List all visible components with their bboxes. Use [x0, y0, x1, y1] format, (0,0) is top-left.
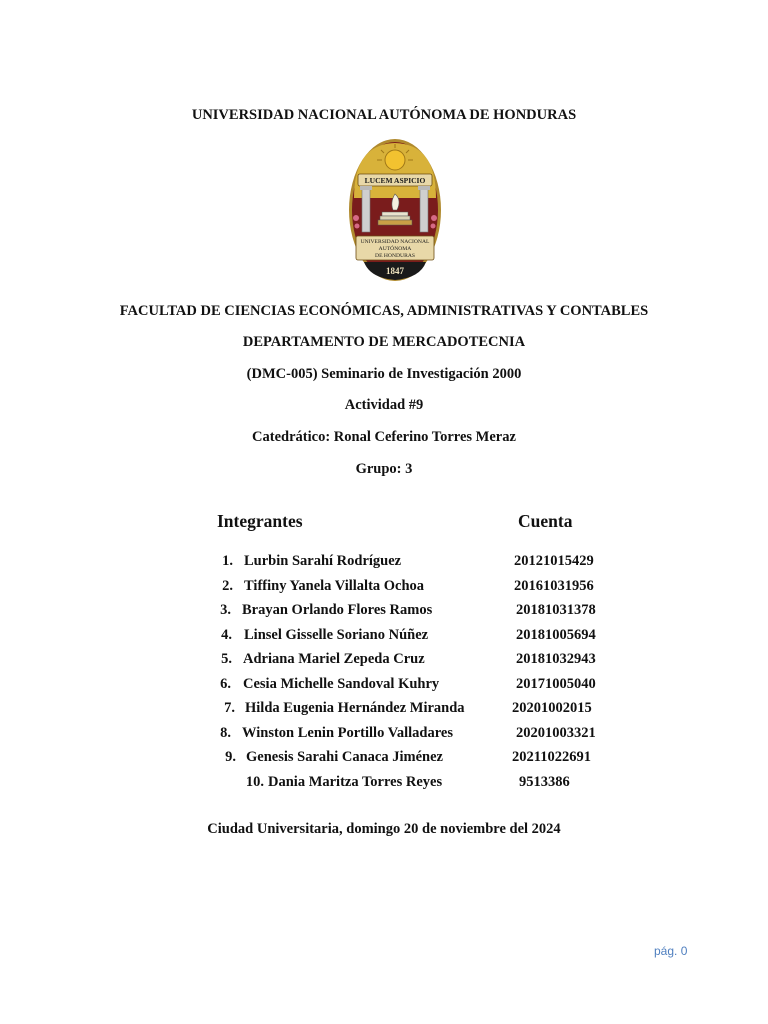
members-column-header: Integrantes — [217, 511, 303, 531]
member-number: 7. — [224, 700, 235, 716]
member-row — [0, 651, 768, 671]
university-seal — [348, 138, 442, 282]
member-row — [0, 700, 768, 720]
member-name: Lurbin Sarahí Rodríguez — [244, 553, 402, 569]
member-name: Cesia Michelle Sandoval Kuhry — [243, 676, 440, 692]
seal-graphic — [348, 138, 442, 282]
member-row — [0, 725, 768, 745]
group-line: Grupo: 3 — [355, 461, 413, 477]
member-account: 20121015429 — [514, 553, 594, 569]
member-name: Hilda Eugenia Hernández Miranda — [245, 700, 465, 716]
member-name: Genesis Sarahi Canaca Jiménez — [246, 749, 443, 765]
member-account: 9513386 — [519, 774, 570, 790]
member-row — [0, 774, 768, 794]
course-title: (DMC-005) Seminario de Investigación 2000 — [246, 366, 522, 382]
page-number: pág. 0 — [654, 944, 688, 958]
member-number: 6. — [220, 676, 231, 692]
member-number: 9. — [225, 749, 236, 765]
member-number: 8. — [220, 725, 231, 741]
seal-name-line-1: UNIVERSIDAD NACIONAL — [360, 239, 430, 245]
member-account: 20201003321 — [516, 725, 596, 741]
faculty-title: FACULTAD DE CIENCIAS ECONÓMICAS, ADMINISTRATIVAS Y CONTABLES — [119, 303, 649, 319]
member-name: Brayan Orlando Flores Ramos — [242, 602, 433, 618]
member-row — [0, 553, 768, 573]
seal-name-line-2: AUTÓNOMA — [378, 246, 412, 252]
department-title: DEPARTAMENTO DE MERCADOTECNIA — [242, 334, 526, 350]
member-row — [0, 627, 768, 647]
member-name: Winston Lenin Portillo Valladares — [242, 725, 453, 741]
seal-year: 1847 — [386, 266, 404, 276]
member-account: 20181031378 — [516, 602, 596, 618]
member-name: Tiffiny Yanela Villalta Ochoa — [244, 578, 425, 594]
member-number: 2. — [222, 578, 233, 594]
member-account: 20181032943 — [516, 651, 596, 667]
professor-line: Catedrático: Ronal Ceferino Torres Meraz — [252, 429, 516, 445]
member-name: Adriana Mariel Zepeda Cruz — [243, 651, 425, 667]
member-row — [0, 602, 768, 622]
member-name: Linsel Gisselle Soriano Núñez — [244, 627, 429, 643]
member-number: 1. — [222, 553, 233, 569]
member-account: 20201002015 — [512, 700, 592, 716]
member-number: 10. — [245, 774, 264, 790]
university-title: UNIVERSIDAD NACIONAL AUTÓNOMA DE HONDURAS — [191, 107, 577, 123]
account-column-header: Cuenta — [518, 511, 573, 531]
place-date: Ciudad Universitaria, domingo 20 de noviembre del 2024 — [207, 821, 561, 837]
member-name: Dania Maritza Torres Reyes — [268, 774, 443, 790]
member-account: 20161031956 — [514, 578, 594, 594]
member-number: 4. — [221, 627, 232, 643]
member-row — [0, 676, 768, 696]
member-row — [0, 749, 768, 769]
seal-motto: LUCEM ASPICIO — [364, 176, 426, 185]
seal-name-line-3: DE HONDURAS — [375, 253, 415, 259]
member-number: 5. — [221, 651, 232, 667]
member-account: 20181005694 — [516, 627, 596, 643]
activity-title: Actividad #9 — [344, 397, 424, 413]
member-row — [0, 578, 768, 598]
member-number: 3. — [220, 602, 231, 618]
member-account: 20171005040 — [516, 676, 596, 692]
member-account: 20211022691 — [512, 749, 591, 765]
